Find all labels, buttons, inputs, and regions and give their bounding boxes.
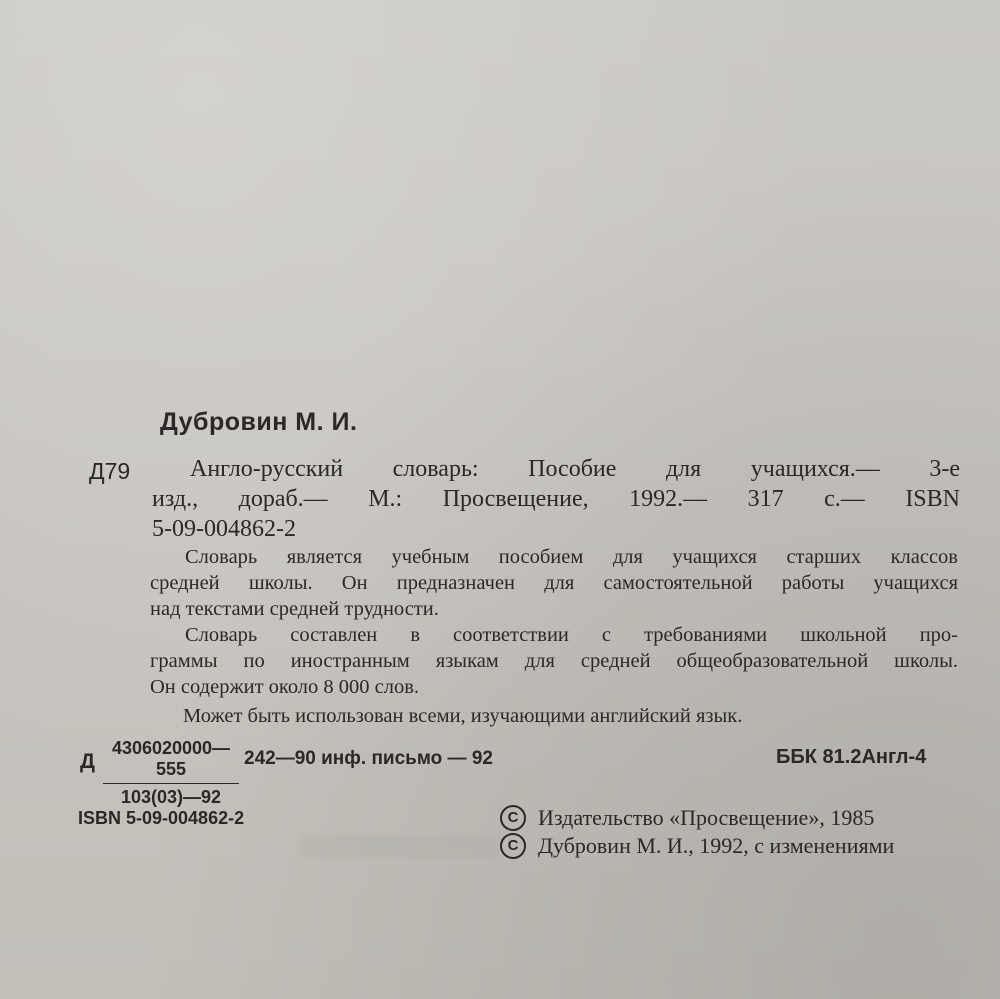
index-denominator: 103(03)—92 (120, 787, 222, 807)
description-line-1: Словарь является учебным пособием для учащихся старших классов (185, 546, 958, 568)
copyright-line-1 (500, 805, 874, 831)
copyright-author: Дубровин М. И., 1992, с изменениями (538, 833, 895, 858)
bibliographic-line-3: 5-09-004862-2 (152, 516, 296, 542)
description-line-5: граммы по иностранным языкам для средней общеобразовательной школы. (150, 650, 958, 672)
index-numerator: 4306020000—555 (103, 738, 239, 784)
description-line-7: Может быть использован всеми, изучающими английский язык. (183, 705, 743, 727)
info-letter: 242—90 инф. письмо — 92 (244, 748, 493, 769)
description-line-2: средней школы. Он предназначен для самостоятельной работы учащихся (150, 572, 958, 594)
index-fraction (103, 738, 239, 808)
description-line-4: Словарь составлен в соответствии с требованиями школьной про- (185, 624, 958, 646)
bleed-through-shadow (300, 835, 500, 857)
author-name: Дубровин М. И. (160, 408, 358, 436)
copyright-icon: C (500, 833, 526, 859)
catalog-code: Д79 (89, 458, 131, 484)
bibliographic-line-2: изд., дораб.— М.: Просвещение, 1992.— 317 с.— ISBN (152, 486, 960, 512)
copyright-publisher: Издательство «Просвещение», 1985 (538, 805, 875, 830)
index-prefix: Д (80, 750, 95, 773)
isbn-code: ISBN 5-09-004862-2 (78, 808, 245, 828)
bbk-code: ББК 81.2Англ-4 (776, 746, 927, 768)
description-line-3: над текстами средней трудности. (150, 598, 439, 620)
copyright-line-2 (500, 833, 894, 859)
bibliographic-line-1: Англо-русский словарь: Пособие для учащихся.— 3-е (190, 456, 960, 482)
description-line-6: Он содержит около 8 000 слов. (150, 676, 420, 698)
copyright-icon: C (500, 805, 526, 831)
